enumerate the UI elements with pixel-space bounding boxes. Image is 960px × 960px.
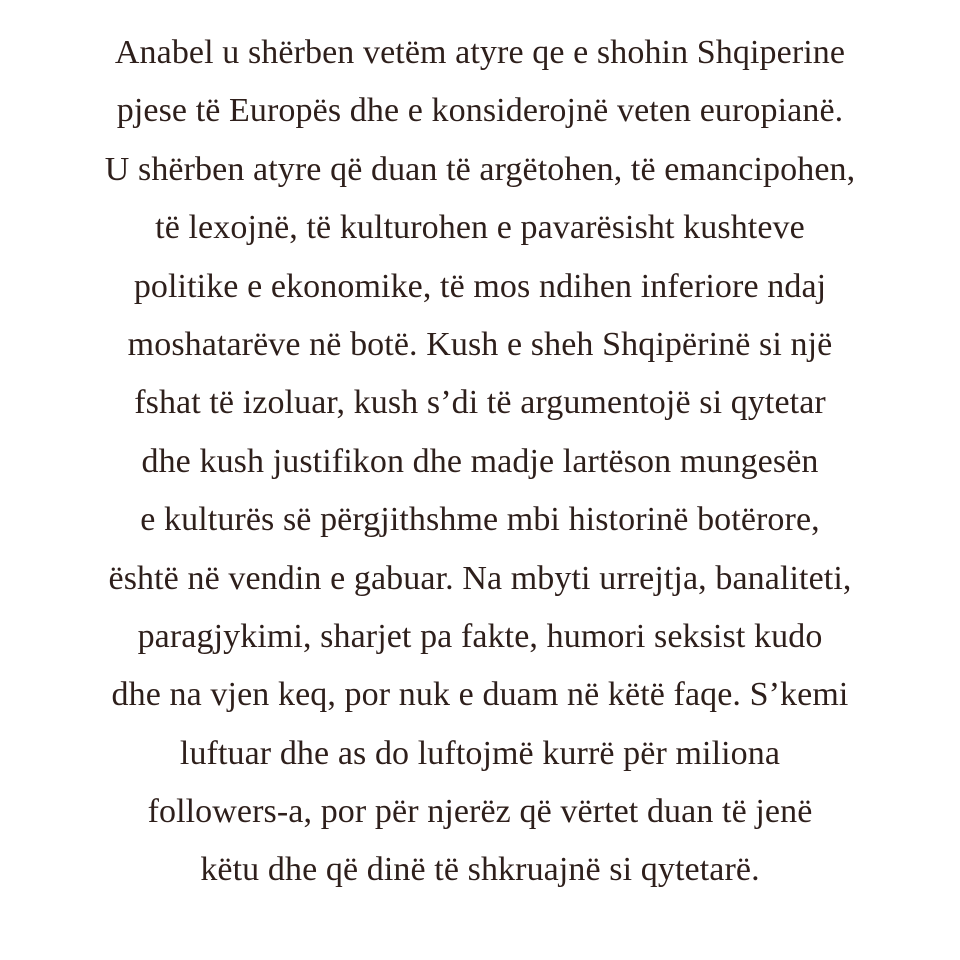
text-line: followers-a, por për njerëz që vërtet duan të jenë	[147, 793, 813, 831]
text-line: fshat të izoluar, kush s’di të argumentojë si qytetar	[134, 384, 826, 422]
text-line: dhe kush justifikon dhe madje lartëson mungesën	[141, 442, 819, 480]
text-line: pjese të Europës dhe e konsiderojnë veten europianë.	[116, 92, 844, 130]
statement-paragraph	[0, 24, 960, 900]
text-line: këtu dhe që dinë të shkruajnë si qytetarë.	[200, 851, 760, 889]
text-line: U shërben atyre që duan të argëtohen, të emancipohen,	[104, 150, 856, 188]
text-line: dhe na vjen keq, por nuk e duam në këtë faqe. S’kemi	[111, 676, 849, 714]
text-line: luftuar dhe as do luftojmë kurrë për miliona	[179, 734, 781, 772]
text-line: të lexojnë, të kulturohen e pavarësisht kushteve	[155, 209, 805, 247]
text-line: politike e ekonomike, të mos ndihen inferiore ndaj	[133, 267, 827, 305]
text-line: është në vendin e gabuar. Na mbyti urrejtja, banaliteti,	[108, 559, 852, 597]
text-line: e kulturës së përgjithshme mbi historinë botërore,	[140, 501, 820, 539]
text-line: Anabel u shërben vetëm atyre qe e shohin Shqiperine	[114, 34, 846, 71]
text-line: paragjykimi, sharjet pa fakte, humori seksist kudo	[137, 617, 823, 655]
text-line: moshatarëve në botë. Kush e sheh Shqipërinë si një	[127, 325, 833, 363]
